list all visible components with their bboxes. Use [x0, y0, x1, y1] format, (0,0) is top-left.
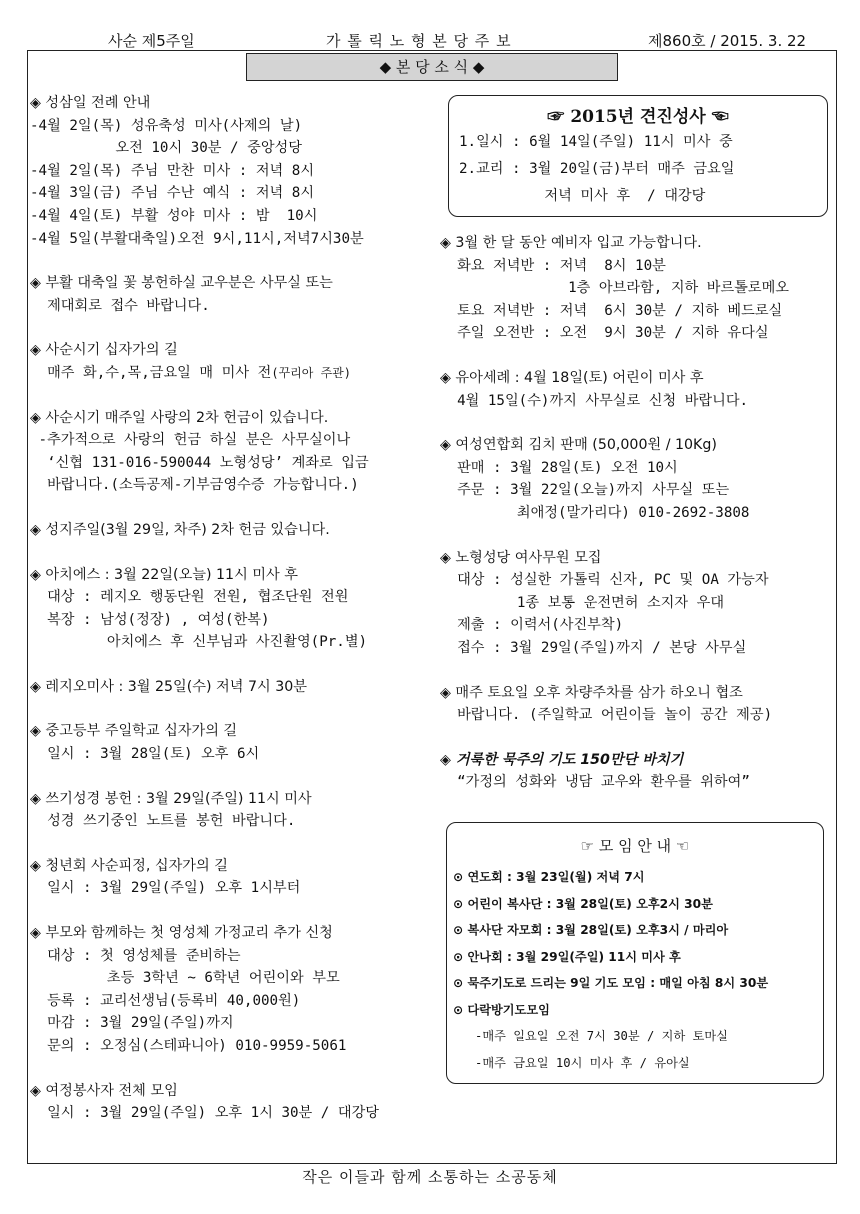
notice-line: 대상 : 레지오 행동단원 전원, 협조단원 전원: [30, 589, 349, 606]
meeting-item: ⊙ 어린이 복사단 : 3월 28일(토) 오후2시 30분: [453, 896, 713, 911]
notice-title: ◈ 쓰기성경 봉헌 : 3월 29일(주일) 11시 미사: [30, 790, 312, 807]
notice-line: 4월 15일(수)까지 사무실로 신청 바랍니다.: [440, 392, 749, 409]
notice-title: ◈ 중고등부 주일학교 십자가의 길: [30, 723, 238, 740]
meeting-item: -매주 금요일 10시 미사 후 / 유아실: [453, 1055, 690, 1070]
confirmation-title: ☞ 2015년 견진성사 ☜: [547, 107, 729, 127]
notice-line: -4월 2일(목) 성유축성 미사(사제의 날): [30, 117, 303, 134]
notice-title: ◈ 성삼일 전례 안내: [30, 95, 151, 111]
issue-week: 사순 제5주일: [108, 32, 195, 50]
notice-title: ◈ 부활 대축일 꽃 봉헌하실 교우분은 사무실 또는: [30, 275, 333, 292]
notice-title: ◈ 매주 토요일 오후 차량주차를 삼가 하오니 협조: [440, 684, 743, 701]
notice-line: -4월 3일(금) 주님 수난 예식 : 저녁 8시: [30, 185, 315, 202]
confirmation-line: 2.교리 : 3월 20일(금)부터 매주 금요일: [459, 161, 735, 177]
notice-title: ◈ 3월 한 달 동안 예비자 입교 가능합니다.: [440, 235, 702, 251]
notice-line: 복장 : 남성(정장) , 여성(한복): [30, 611, 270, 628]
confirmation-line: 저녁 미사 후 / 대강당: [459, 188, 706, 204]
notice-line: 1층 아브라함, 지하 바르톨로메오: [440, 280, 789, 297]
meeting-title: ☞ 모 임 안 내 ☜: [580, 837, 690, 855]
notice-line: 토요 저녁반 : 저녁 6시 30분 / 지하 베드로실: [440, 302, 783, 319]
notice-line: 판매 : 3월 28일(토) 오전 10시: [440, 459, 678, 476]
notice-title: ◈ 청년회 사순피정, 십자가의 길: [30, 857, 228, 874]
meeting-item: ⊙ 연도회 : 3월 23일(월) 저녁 7시: [453, 870, 645, 884]
notice-line: -추가적으로 사랑의 헌금 하실 분은 사무실이나: [30, 432, 351, 449]
notice-title: ◈ 노형성당 여사무원 모집: [440, 549, 602, 566]
meeting-item: -매주 일요일 오전 7시 30분 / 지하 토마실: [453, 1029, 728, 1043]
notice-line: 바랍니다.(소득공제-기부금영수증 가능합니다.): [30, 477, 359, 494]
notice-line: 성경 쓰기중인 노트를 봉헌 바랍니다.: [30, 813, 296, 830]
right-column: [440, 232, 835, 816]
notice-line: 주문 : 3월 22일(오늘)까지 사무실 또는: [440, 482, 730, 499]
notice-line: 대상 : 첫 영성체를 준비하는: [30, 947, 241, 964]
meeting-list: [453, 864, 823, 1076]
meeting-item: ⊙ 안나회 : 3월 29일(주일) 11시 미사 후: [453, 949, 681, 964]
notice-title: ◈ 레지오미사 : 3월 25일(수) 저녁 7시 30분: [30, 678, 307, 695]
meeting-item: ⊙ 다락방기도모임: [453, 1002, 550, 1017]
notice-line: 마감 : 3월 29일(주일)까지: [30, 1015, 234, 1032]
notice-line: 최애정(말가리다) 010-2692-3808: [440, 504, 750, 521]
notice-line: 초등 3학년 ~ 6학년 어린이와 부모: [30, 970, 340, 987]
notice-line: -4월 2일(목) 주님 만찬 미사 : 저녁 8시: [30, 162, 315, 179]
notice-line: 일시 : 3월 29일(주일) 오후 1시 30분 / 대강당: [30, 1105, 379, 1122]
notice-line: -4월 4일(토) 부활 성야 미사 : 밤 10시: [30, 207, 318, 224]
notice-line: 문의 : 오정심(스테파니아) 010-9959-5061: [30, 1038, 347, 1054]
notice-title: ◈ 성지주일(3월 29일, 차주) 2차 헌금 있습니다.: [30, 521, 330, 538]
notice-line: -4월 5일(부활대축일)오전 9시,11시,저녁7시30분: [30, 230, 364, 247]
notice-line: 화요 저녁반 : 저녁 8시 10분: [440, 257, 666, 274]
notice-line: 일시 : 3월 29일(주일) 오후 1시부터: [30, 880, 301, 897]
notice-line: 오전 10시 30분 / 중앙성당: [30, 140, 302, 157]
notice-line: 아치에스 후 신부님과 사진촬영(Pr.별): [30, 634, 368, 651]
footer-slogan: 작은 이들과 함께 소통하는 소공동체: [302, 1168, 558, 1186]
notice-line: 1종 보통 운전면허 소지자 우대: [440, 594, 725, 611]
meeting-item: ⊙ 복사단 자모회 : 3월 28일(토) 오후3시 / 마리아: [453, 923, 729, 937]
notice-title: ◈ 사순시기 매주일 사랑의 2차 헌금이 있습니다.: [30, 409, 329, 426]
notice-line: ‘신협 131-016-590044 노형성당’ 계좌로 입금: [30, 454, 369, 471]
notice-title: ◈ 유아세례 : 4월 18일(토) 어린이 미사 후: [440, 369, 704, 386]
confirmation-box: [448, 95, 828, 217]
notice-title: ◈ 부모와 함께하는 첫 영성체 가정교리 추가 신청: [30, 925, 333, 942]
notice-line: 등록 : 교리선생님(등록비 40,000원): [30, 992, 301, 1009]
notice-line: 매주 화,수,목,금요일 매 미사 전(꾸리아 주관): [30, 364, 351, 381]
notice-line: 주일 오전반 : 오전 9시 30분 / 지하 유다실: [440, 325, 769, 342]
notice-line: “가정의 성화와 냉담 교우와 환우를 위하여”: [440, 774, 750, 791]
notice-title: ◈ 여성연합회 김치 판매 (50,000원 / 10Kg): [440, 437, 717, 454]
notice-title: ◈ 사순시기 십자가의 길: [30, 342, 178, 359]
notice-line: 일시 : 3월 28일(토) 오후 6시: [30, 746, 260, 763]
notice-title: ◈ 여정봉사자 전체 모임: [30, 1082, 178, 1099]
confirmation-line: 1.일시 : 6월 14일(주일) 11시 미사 중: [459, 134, 733, 150]
meeting-box: [446, 822, 824, 1084]
notice-title: ◈ 아치에스 : 3월 22일(오늘) 11시 미사 후: [30, 566, 298, 583]
notice-line: 접수 : 3월 29일(주일)까지 / 본당 사무실: [440, 639, 747, 656]
notice-title: ◈ 거룩한 묵주의 기도 150만단 바치기: [440, 751, 684, 768]
meeting-item: ⊙ 묵주기도로 드리는 9일 기도 모임 : 매일 아침 8시 30분: [453, 976, 769, 990]
notice-line: 제대회로 접수 바랍니다.: [30, 297, 210, 314]
notice-line: 바랍니다. (주일학교 어린이들 놀이 공간 제공): [440, 707, 773, 724]
section-banner: ◆ 본 당 소 식 ◆: [246, 53, 618, 81]
notice-line: 제출 : 이력서(사진부착): [440, 617, 624, 634]
notice-note: (꾸리아 주관): [271, 365, 351, 380]
notice-line: 대상 : 성실한 가톨릭 신자, PC 및 OA 가능자: [440, 572, 769, 589]
issue-number-date: 제860호 / 2015. 3. 22: [648, 32, 807, 50]
bulletin-title: 가 톨 릭 노 형 본 당 주 보: [326, 32, 512, 50]
left-column: [30, 92, 430, 1147]
